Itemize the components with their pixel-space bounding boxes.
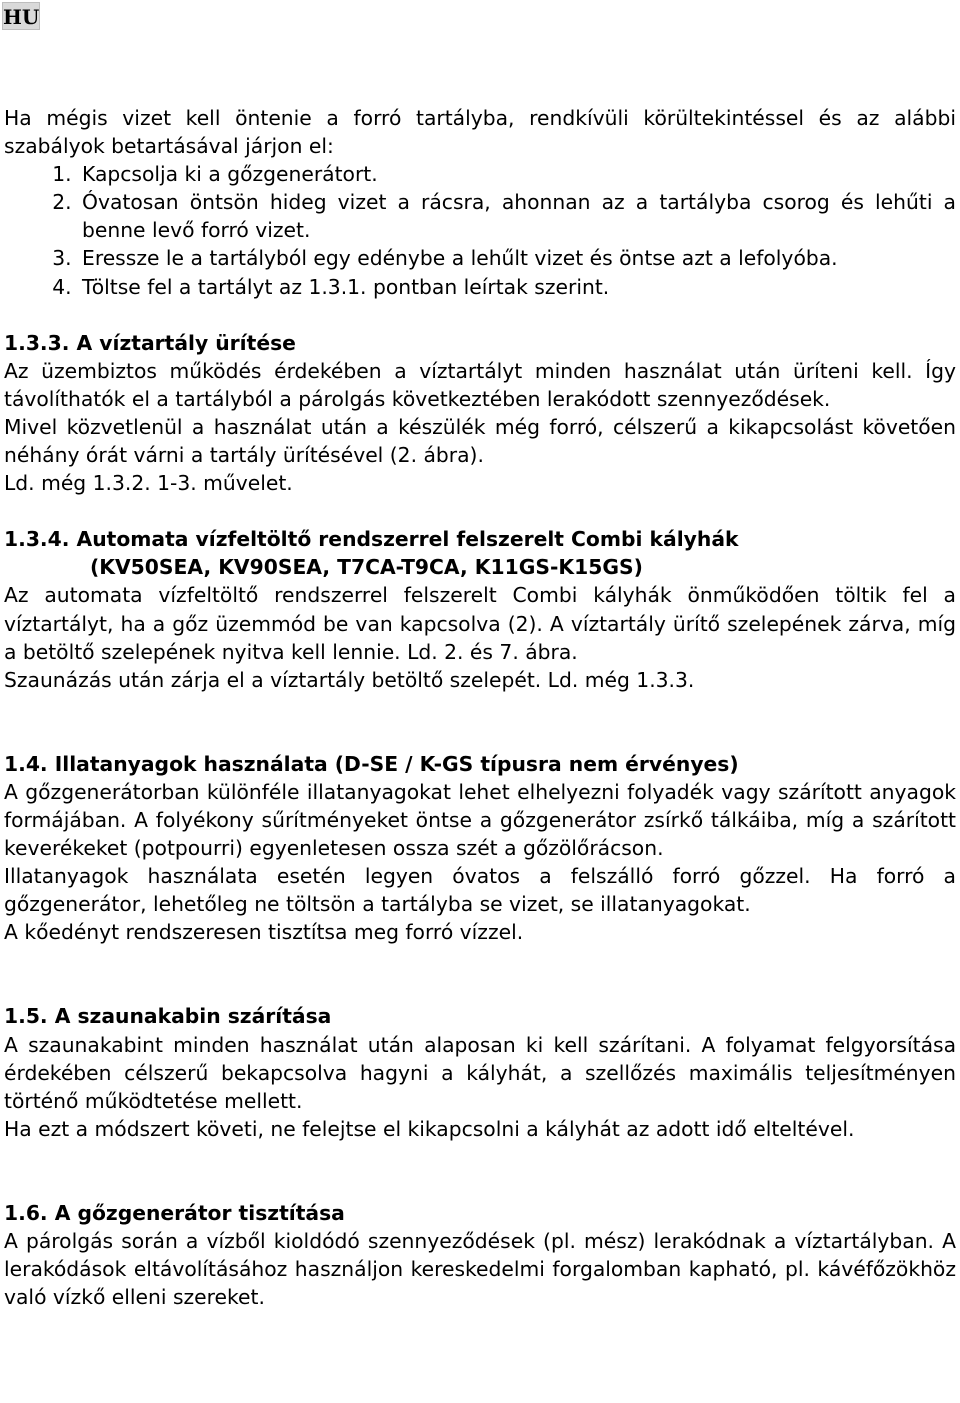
section-paragraph: Az automata vízfeltöltő rendszerrel felszerelt Combi kályhák önműködően töltik fel a víztartályt, ha a gőz üzemmód be van kapcsolva (2). A víztartály ürítő szelepének zárva, míg a betöltő szelepének nyitva kell lennie. Ld. 2. és 7. ábra. xyxy=(4,583,956,664)
section-paragraph: Illatanyagok használata esetén legyen óvatos a felszálló forró gőzzel. Ha forró a gőzgenerátor, lehetőleg ne töltsön a tartályba se vizet, se illatanyagokat. xyxy=(4,864,956,917)
section-heading: 1.4. Illatanyagok használata (D-SE / K-GS típusra nem érvényes) xyxy=(4,751,739,776)
section-paragraph: Ld. még 1.3.2. 1-3. művelet. xyxy=(4,471,293,496)
section-heading: 1.5. A szaunakabin szárítása xyxy=(4,1004,332,1029)
section-heading: 1.3.3. A víztartály ürítése xyxy=(4,330,296,355)
section-1-3-3 xyxy=(4,329,956,498)
section-1-4 xyxy=(4,750,956,947)
list-item: 4. Töltse fel a tartályt az 1.3.1. pontban leírtak szerint. xyxy=(78,273,956,301)
section-1-3-4 xyxy=(4,525,956,694)
section-paragraph: Szaunázás után zárja el a víztartály betöltő szelepét. Ld. még 1.3.3. xyxy=(4,667,695,692)
section-paragraph: Az üzembiztos működés érdekében a víztartályt minden használat után üríteni kell. Így távolíthatók el a tartályból a párolgás következtében lerakódott szennyeződések. xyxy=(4,358,956,411)
section-paragraph: A párolgás során a vízből kioldódó szennyeződések (pl. mész) lerakódnak a víztartályban. A lerakódások eltávolításához használjon kereskedelmi forgalomban kapható, pl. kávéfőzökhöz való vízkő elleni szereket. xyxy=(4,1229,956,1310)
section-1-5 xyxy=(4,1002,956,1142)
section-paragraph: Ha ezt a módszert követi, ne felejtse el kikapcsolni a kályhát az adott idő elteltével. xyxy=(4,1116,855,1141)
section-heading-models: (KV50SEA, KV90SEA, T7CA-T9CA, K11GS-K15GS) xyxy=(90,555,643,580)
list-item: 1. Kapcsolja ki a gőzgenerátort. xyxy=(78,160,956,188)
intro-paragraph: Ha mégis vizet kell öntenie a forró tartályba, rendkívüli körültekintéssel és az alábbi szabályok betartásával járjon el: xyxy=(4,106,956,159)
section-paragraph: A gőzgenerátorban különféle illatanyagokat lehet elhelyezni folyadék vagy szárított anyagok formájában. A folyékony sűrítményeket öntse a gőzgenerátor zsírkő tálkáiba, míg a szárított keverékeket (potpourri) egyenletesen ossza szét a gőzölőrácson. xyxy=(4,779,956,861)
intro-block xyxy=(4,104,956,301)
section-heading: 1.3.4. Automata vízfeltöltő rendszerrel felszerelt Combi kályhák xyxy=(4,527,739,552)
section-paragraph: A kőedényt rendszeresen tisztítsa meg forró vízzel. xyxy=(4,920,524,945)
intro-steps-list xyxy=(4,160,956,300)
language-badge: HU xyxy=(2,2,40,30)
section-paragraph: A szaunakabint minden használat után alaposan ki kell szárítani. A folyamat felgyorsítása érdekében célszerű bekapcsolva hagyni a kályhát, a szellőzés maximális teljesítményen történő működtetése mellett. xyxy=(4,1032,956,1113)
list-item: 3. Eressze le a tartályból egy edénybe a lehűlt vizet és öntse azt a lefolyóba. xyxy=(78,244,956,272)
section-1-6 xyxy=(4,1199,956,1311)
section-paragraph: Mivel közvetlenül a használat után a készülék még forró, célszerű a kikapcsolást követően néhány órát várni a tartály ürítésével (2. ábra). xyxy=(4,414,956,468)
section-heading: 1.6. A gőzgenerátor tisztítása xyxy=(4,1200,345,1225)
document-body xyxy=(4,104,956,1311)
list-item: 2. Óvatosan öntsön hideg vizet a rácsra, ahonnan az a tartályba csorog és lehűti a benne levő forró vizet. xyxy=(78,188,956,244)
